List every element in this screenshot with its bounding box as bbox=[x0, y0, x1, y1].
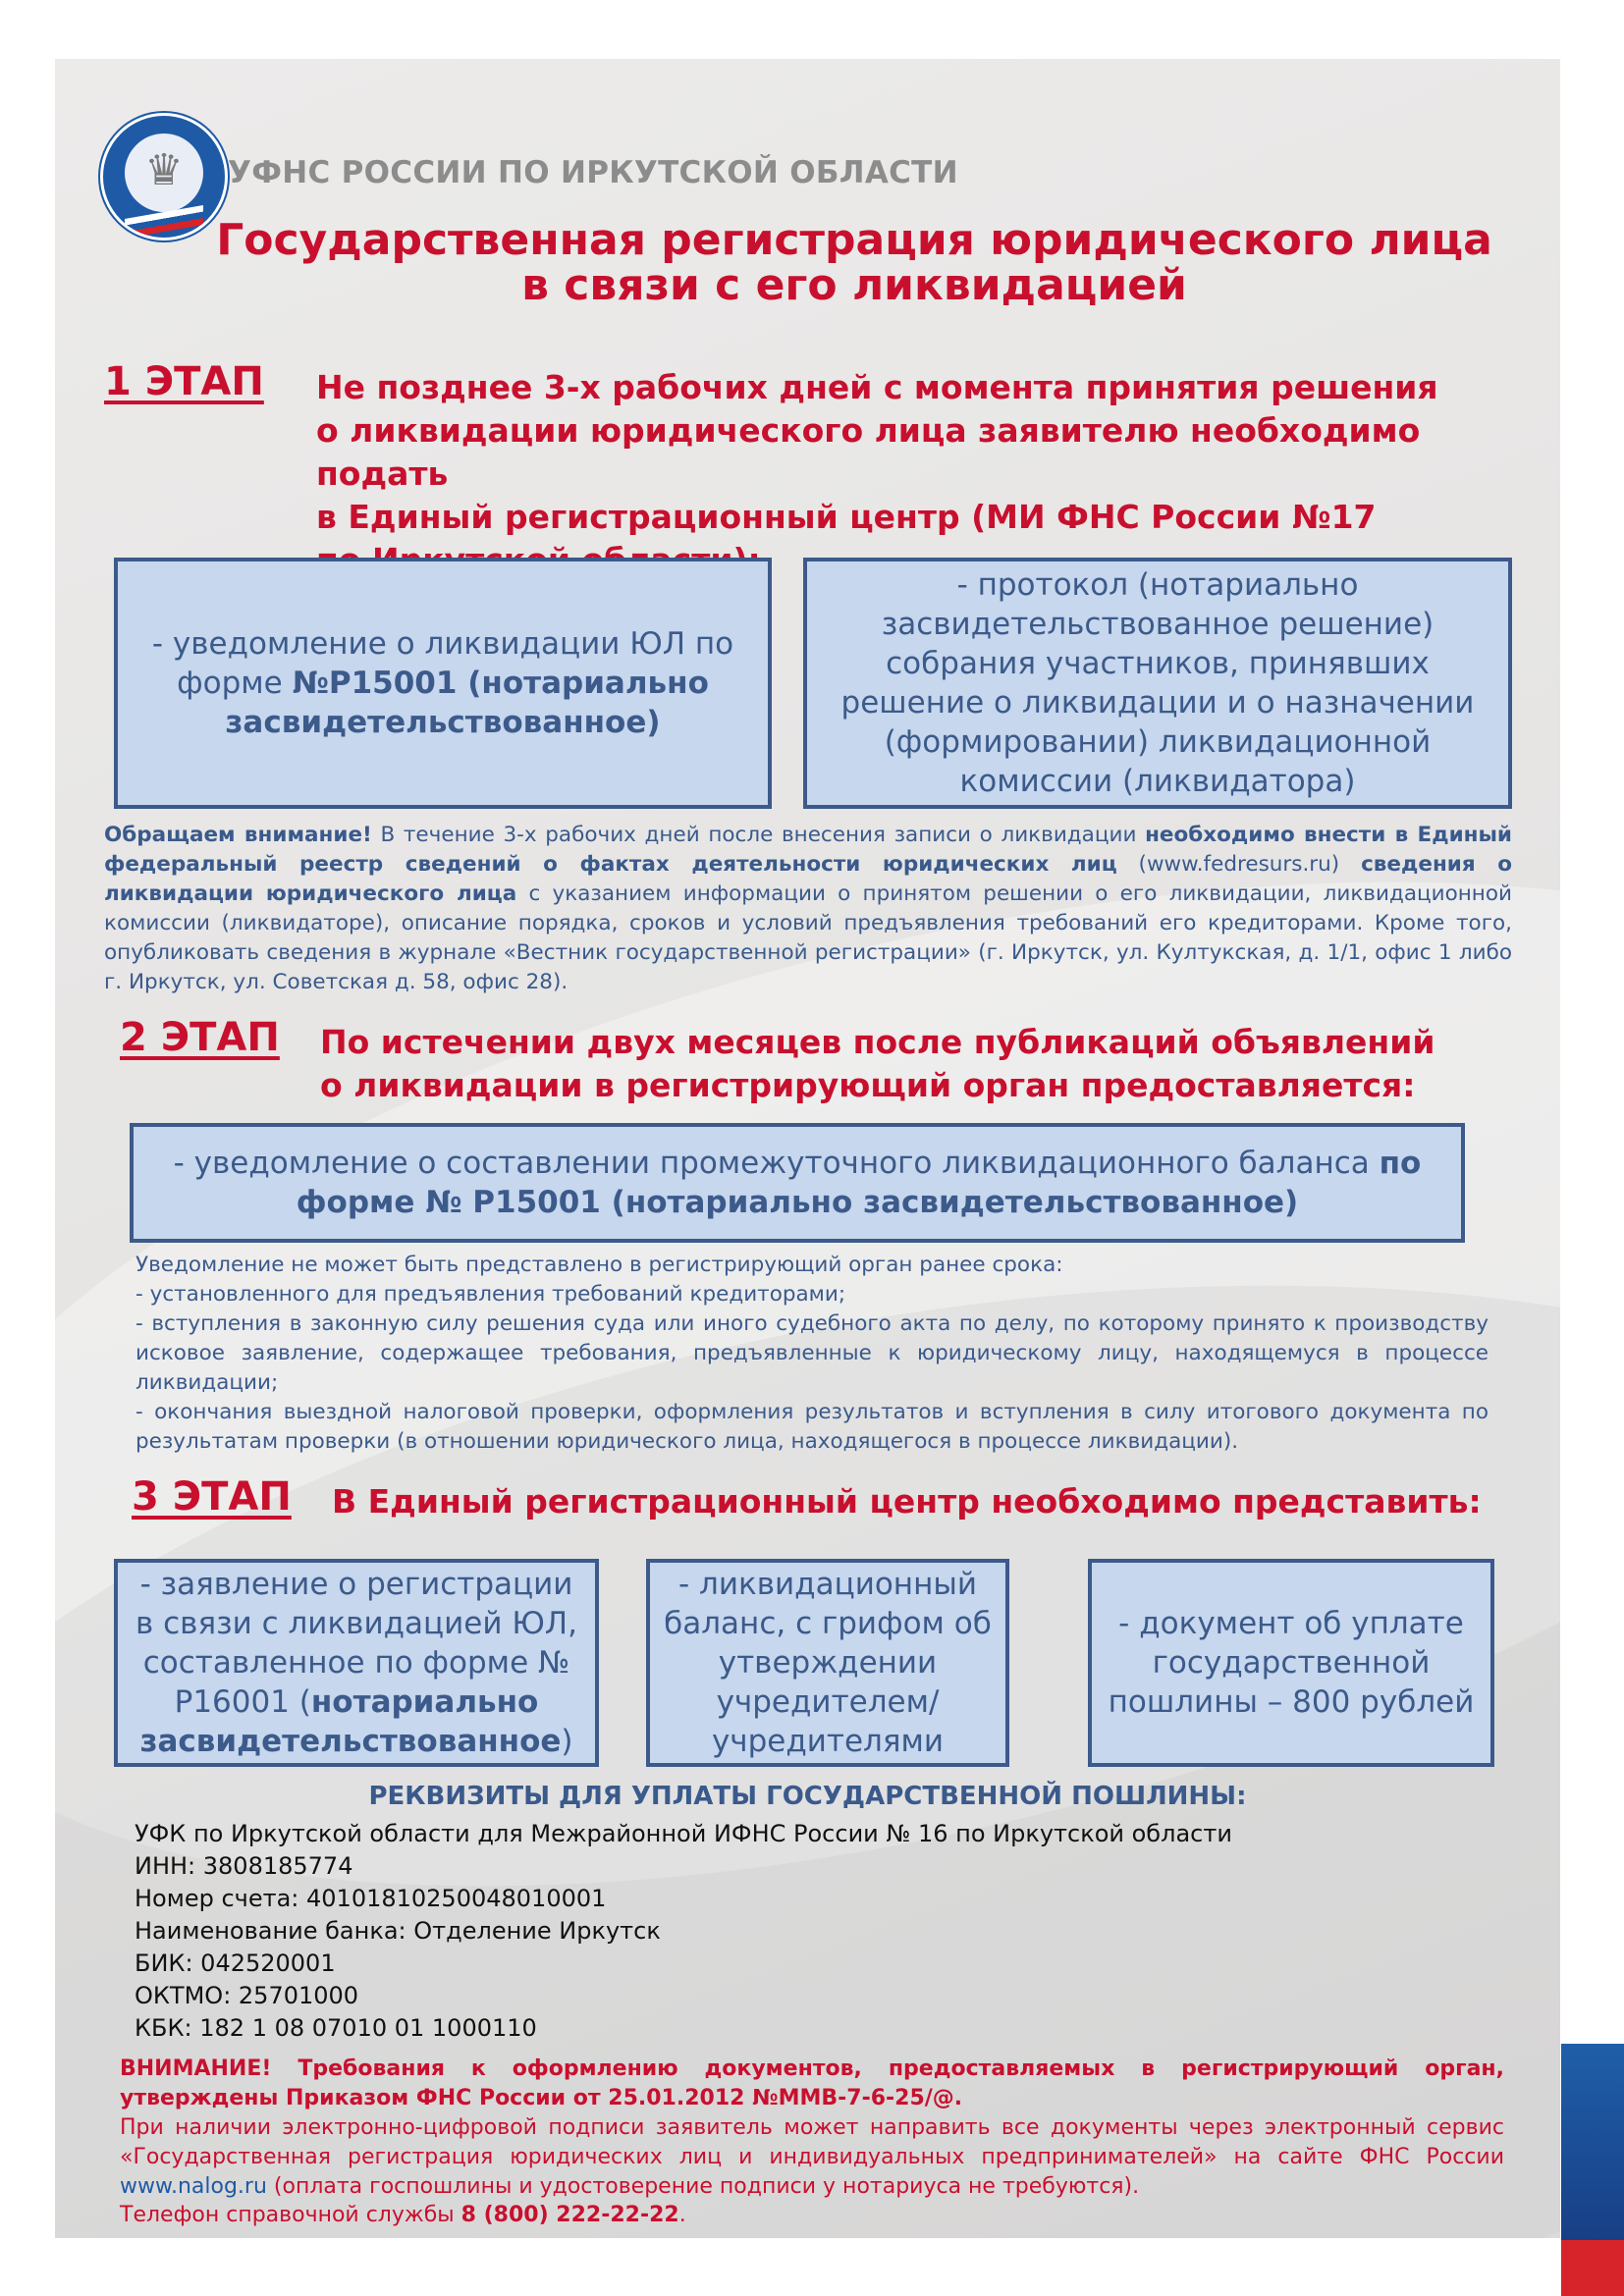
stage-3-box-payment: - документ об уплате государственной пошлины – 800 рублей bbox=[1088, 1559, 1494, 1767]
stage-2-box-balance-notice: - уведомление о составлении промежуточного ликвидационного баланса по форме № Р15001 (нотариально засвидетельствованное) bbox=[130, 1123, 1465, 1243]
requisites-list bbox=[135, 1818, 1232, 2045]
phone-number: 8 (800) 222-22-22 bbox=[460, 2203, 679, 2227]
stage-3-box-application: - заявление о регистрации в связи с ликвидацией ЮЛ, составленное по форме № Р16001 (нотариально засвидетельствованное) bbox=[114, 1559, 599, 1767]
stage-1-label: 1 ЭТАП bbox=[104, 359, 264, 404]
corner-stripe-blue bbox=[1561, 2044, 1624, 2240]
list-item: Наименование банка: Отделение Иркутск bbox=[135, 1917, 661, 1945]
stage-1-box-protocol: - протокол (нотариально засвидетельствованное решение) собрания участников, принявших решение о ликвидации и о назначении (формировании) ликвидационной комиссии (ликвидатора) bbox=[803, 558, 1512, 809]
stage-3-box-balance: - ликвидационный баланс, с грифом об утверждении учредителем/ учредителями bbox=[646, 1559, 1009, 1767]
stage-1-box-notice: - уведомление о ликвидации ЮЛ по форме №Р15001 (нотариально засвидетельствованное) bbox=[114, 558, 772, 809]
requisites-title: РЕКВИЗИТЫ ДЛЯ УПЛАТЫ ГОСУДАРСТВЕННОЙ ПОШЛИНЫ: bbox=[368, 1782, 1247, 1811]
stage-3-description: В Единый регистрационный центр необходимо представить: bbox=[332, 1482, 1482, 1521]
stage-1-note: Обращаем внимание! В течение 3-х рабочих дней после внесения записи о ликвидации необходимо внести в Единый федеральный реестр сведений о фактах деятельности юридических лиц (www.fedresurs.ru) сведения о ликвидации юридического лица с указанием информации о принятом решении о его ликвидации, ликвидационной комиссии (ликвидаторе), описание порядка, сроков и условий предъявления требований его кредиторами. Кроме того, опубликовать сведения в журнале «Вестник государственной регистрации» (г. Иркутск, ул. Култукская, д. 1/1, офис 1 либо г. Иркутск, ул. Советская д. 58, офис 28). bbox=[104, 823, 1512, 994]
page-title: Государственная регистрация юридического лица в связи с его ликвидацией bbox=[216, 215, 1492, 310]
corner-stripe-red bbox=[1561, 2240, 1624, 2296]
list-item: ОКТМО: 25701000 bbox=[135, 1982, 359, 2009]
list-item: Номер счета: 40101810250048010001 bbox=[135, 1885, 607, 1912]
brand-title: УФНС РОССИИ ПО ИРКУТСКОЙ ОБЛАСТИ bbox=[228, 155, 958, 190]
list-item: КБК: 182 1 08 07010 01 1000110 bbox=[135, 2014, 537, 2042]
list-item: УФК по Иркутской области для Межрайонной ИФНС России № 16 по Иркутской области bbox=[135, 1820, 1232, 1847]
help-phone: Телефон справочной службы 8 (800) 222-22-22. bbox=[120, 2203, 686, 2227]
stage-1-description: Не позднее 3-х рабочих дней с момента принятия решения о ликвидации юридического лица заявителю необходимо подать в Единый регистрационный центр (МИ ФНС России №17 bbox=[316, 368, 1438, 536]
nalog-site-link[interactable]: www.nalog.ru bbox=[120, 2174, 267, 2199]
stage-2-description: По истечении двух месяцев после публикаций объявлений о ликвидации в регистрирующий орган предоставляется: bbox=[320, 1023, 1435, 1104]
list-item: ИНН: 3808185774 bbox=[135, 1852, 353, 1880]
stage-2-label: 2 ЭТАП bbox=[120, 1015, 280, 1060]
stage-2-note: Уведомление не может быть представлено в регистрирующий орган ранее срока: - установленного для предъявления требований кредиторами; - вступления в законную силу решения суда или иного судебного акта по делу, по которому принято к производству исковое заявление, содержащее требования, предъявленные к юридическому лицу, находящемуся в процессе ликвидации; - окончания выездной налоговой проверки, оформления результатов и вступления в силу итогового документа по результатам проверки (в отношении юридического лица, находящегося в процессе ликвидации). bbox=[135, 1253, 1489, 1454]
footer-warning: ВНИМАНИЕ! Требования к оформлению документов, предоставляемых в регистрирующий орган, утверждены Приказом ФНС России от 25.01.2012 №ММВ-7-6-25/@. При наличии электронно-цифровой подписи заявитель может направить все документы через электронный сервис «Государственная регистрация юридических лиц и индивидуальных предпринимателей» на сайте ФНС России www.nalog.ru (оплата госпошлины и удостоверение подписи у нотариуса не требуются). bbox=[120, 2056, 1504, 2199]
list-item: БИК: 042520001 bbox=[135, 1949, 336, 1977]
stage-3-label: 3 ЭТАП bbox=[132, 1474, 292, 1520]
eagle-icon: ♛ bbox=[144, 145, 184, 195]
